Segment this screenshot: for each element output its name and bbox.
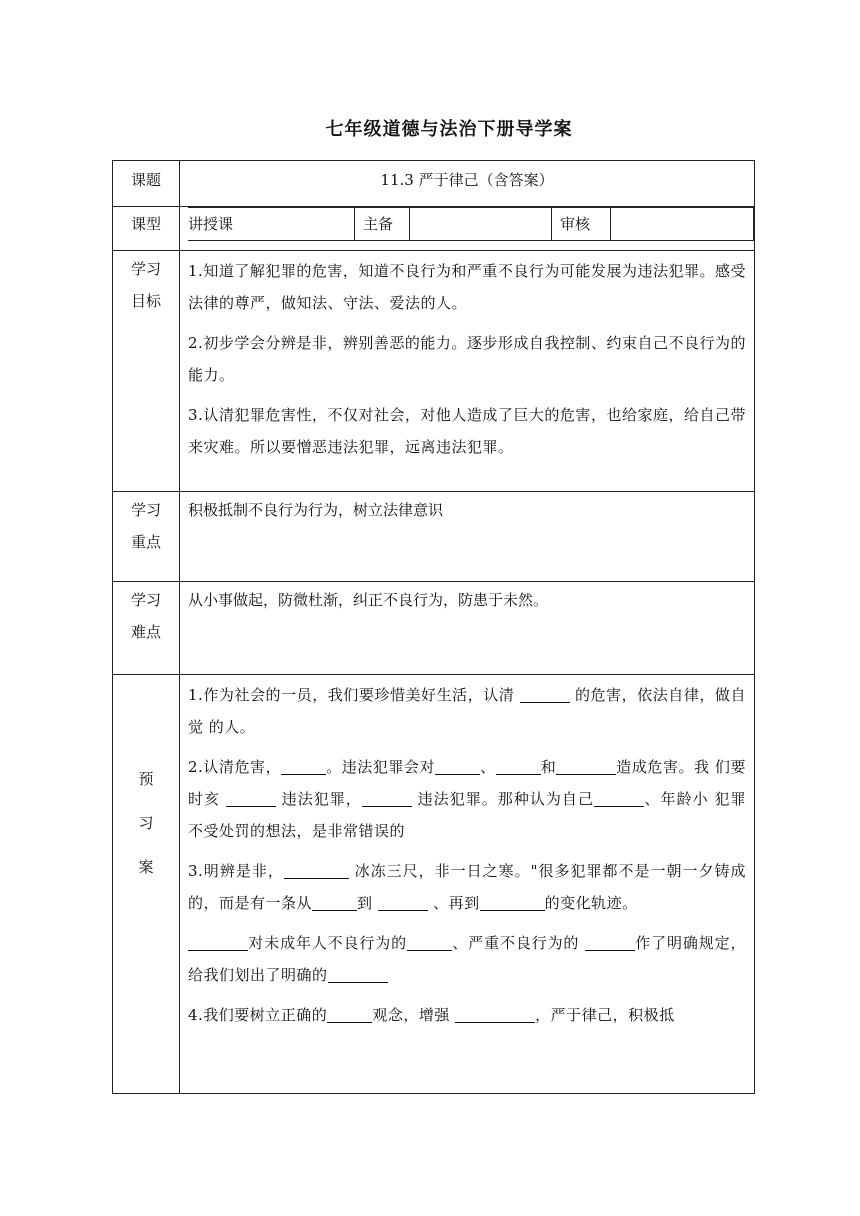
topic-value: 11.3 严于律己（含答案） — [180, 161, 755, 207]
key-label — [113, 492, 180, 582]
fill-blank[interactable] — [328, 964, 388, 983]
goals-label-line2: 目标 — [130, 292, 161, 310]
goal-item-1: 1.知道了解犯罪的危害，知道不良行为和严重不良行为可能发展为违法犯罪。感受法律的尊严，做知法、守法、爱法的人。 — [188, 262, 746, 312]
text: 4.我们要树立正确的 — [188, 1006, 328, 1024]
text: ，严于律己，积极抵 — [535, 1006, 675, 1024]
fill-blank[interactable] — [480, 892, 545, 911]
topic-label: 课题 — [113, 161, 180, 207]
text: 的变化轨迹。 — [544, 894, 638, 912]
preview-paragraph-4 — [188, 927, 746, 991]
text: 冰冻三尺，非一日之寒。"很多犯罪都不是一朝一夕铸成的，而是有一条从 — [188, 862, 747, 912]
preview-label — [113, 675, 180, 1094]
study-guide-table — [112, 160, 755, 1094]
type-value: 讲授课 — [188, 208, 355, 241]
text: 违法犯罪， — [275, 790, 362, 808]
preview-paragraph-5 — [188, 999, 746, 1031]
text: 的危害，依法自律，做自觉 的人。 — [188, 686, 746, 736]
text: 、再到 — [427, 894, 480, 912]
fill-blank[interactable] — [188, 932, 248, 951]
fill-blank[interactable] — [284, 860, 349, 879]
fill-blank[interactable] — [496, 756, 541, 775]
preview-label-char-1: 预 — [138, 770, 154, 788]
goals-label-line1: 学习 — [130, 260, 161, 278]
fill-blank[interactable] — [594, 788, 644, 807]
author-value — [410, 208, 552, 241]
goal-item-3: 3.认清犯罪危害性，不仅对社会，对他人造成了巨大的危害，也给家庭，给自己带来灾难。所以要憎恶违法犯罪，远离违法犯罪。 — [188, 406, 746, 456]
fill-blank[interactable] — [226, 788, 276, 807]
preview-content — [180, 675, 755, 1094]
text: 观念，增强 — [372, 1006, 456, 1024]
difficult-label — [113, 582, 180, 675]
fill-blank[interactable] — [585, 932, 635, 951]
text: 造成危害。我 们要时亥 — [188, 758, 746, 808]
fill-blank[interactable] — [378, 892, 428, 911]
text: 、严重不良行为的 — [452, 934, 585, 952]
preview-label-char-2: 习 — [138, 814, 154, 832]
fill-blank[interactable] — [407, 932, 452, 951]
text: 作了明确规定，给我们划出了明确的 — [188, 934, 746, 984]
document-title: 七年级道德与法治下册导学案 — [325, 119, 573, 140]
fill-blank[interactable] — [362, 788, 412, 807]
key-label-line1: 学习 — [130, 501, 161, 519]
text: 到 — [357, 894, 378, 912]
text: 违法犯罪。那种认为自己 — [411, 790, 594, 808]
preview-paragraph-2 — [188, 751, 746, 847]
preview-label-char-3: 案 — [138, 858, 154, 876]
fill-blank[interactable] — [281, 756, 326, 775]
difficult-label-line2: 难点 — [130, 623, 161, 641]
author-label: 主备 — [355, 208, 410, 241]
fill-blank[interactable] — [327, 1004, 372, 1023]
review-label: 审核 — [552, 208, 611, 241]
text: 2.认清危害， — [188, 758, 282, 776]
type-row — [180, 207, 755, 251]
goal-item-2: 2.初步学会分辨是非，辨别善恶的能力。逐步形成自我控制、约束自己不良行为的能力。 — [188, 334, 746, 384]
key-text: 积极抵制不良行为行为，树立法律意识 — [180, 492, 755, 582]
difficult-label-line1: 学习 — [130, 591, 161, 609]
preview-paragraph-1 — [188, 679, 746, 743]
text: 3.明辨是非， — [188, 862, 284, 880]
text: 和 — [540, 758, 557, 776]
review-value — [611, 208, 754, 241]
text: 1.作为社会的一员，我们要珍惜美好生活，认清 — [188, 686, 520, 704]
fill-blank[interactable] — [455, 1004, 535, 1023]
fill-blank[interactable] — [435, 756, 480, 775]
text: 。违法犯罪会对 — [326, 758, 436, 776]
fill-blank[interactable] — [520, 684, 570, 703]
difficult-text: 从小事做起，防微杜渐，纠正不良行为，防患于未然。 — [180, 582, 755, 675]
text: 、 — [480, 758, 496, 776]
fill-blank[interactable] — [312, 892, 357, 911]
key-label-line2: 重点 — [130, 533, 161, 551]
text: 、年龄小 犯罪不受处罚的想法，是非常错误的 — [188, 790, 746, 840]
text: 对未成年人不良行为的 — [248, 934, 408, 952]
goals-label — [113, 251, 180, 492]
type-label: 课型 — [113, 207, 180, 251]
preview-paragraph-3 — [188, 855, 746, 919]
goals-content — [180, 251, 755, 492]
fill-blank[interactable] — [556, 756, 616, 775]
